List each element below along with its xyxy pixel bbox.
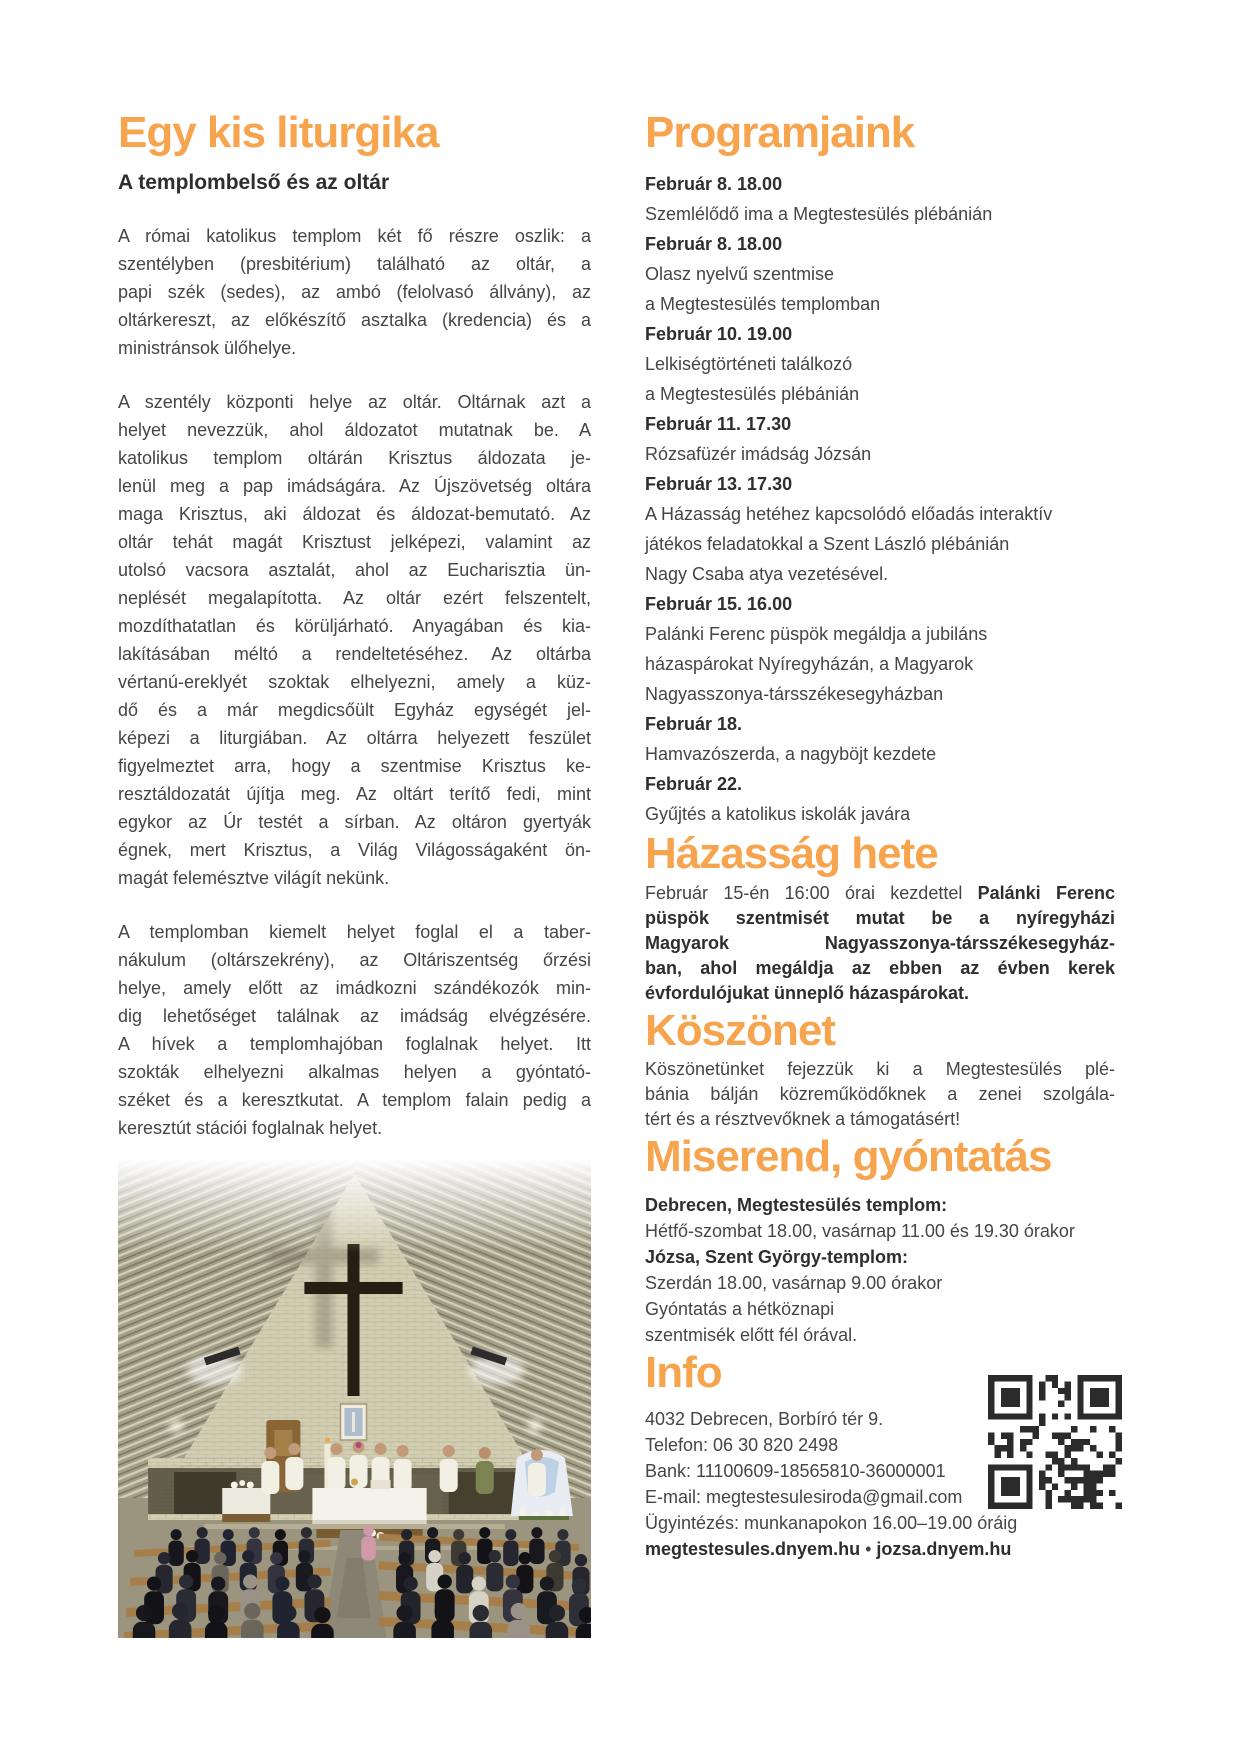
text-line: szentmisék előtt fél órával. — [645, 1325, 858, 1345]
text-line: Olasz nyelvű szentmise — [645, 264, 835, 284]
text-line: oltárkereszt, az előkészítő asztalka (kredencia) és a — [118, 310, 591, 330]
text-line: Rózsafüzér imádság Józsán — [645, 444, 872, 464]
text-line: Február 10. 19.00 — [645, 324, 793, 344]
text-line: Debrecen, Megtestesülés templom: — [645, 1195, 948, 1215]
text-line: egykor az Úr testét a sírban. Az oltáron gyertyák — [118, 812, 591, 832]
text-line: Február 8. 18.00 — [645, 174, 783, 194]
text-line: A szentély központi helye az oltár. Oltárnak azt a — [118, 392, 591, 412]
program-list — [645, 169, 1115, 829]
text-line: Józsa, Szent György-templom: — [645, 1247, 909, 1267]
text-line: neplését megalapította. Az oltár ezért felszentelt, — [118, 588, 591, 608]
text-line: dig lehetőséget találnak az imádság elvégzésére. — [118, 1006, 591, 1026]
text-line: A Házasság hetéhez kapcsolódó előadás interaktív — [645, 504, 1053, 524]
text-line: széket és a keresztkutat. A templom falain pedig a — [118, 1090, 591, 1110]
text-line: dő és a már megdicsőült Egyház egységét jel- — [118, 700, 591, 720]
text-line: E-mail: megtestesulesiroda@gmail.com — [645, 1487, 963, 1507]
article-subtitle: A templombelső és az oltár — [118, 171, 390, 194]
text-line: Február 15. 16.00 — [645, 594, 793, 614]
article-paragraph — [118, 918, 591, 1142]
text-line: megtestesules.dnyem.hu • jozsa.dnyem.hu — [645, 1539, 1012, 1559]
text-line: Február 15-én 16:00 órai kezdettel Palánki Ferenc — [645, 883, 1115, 903]
section-heading-hazassag-hete: Házasság hete — [645, 829, 938, 878]
text-line: Február 13. 17.30 — [645, 474, 793, 494]
text-line: magát felemésztve világít nekünk. — [118, 868, 390, 888]
text-line: 4032 Debrecen, Borbíró tér 9. — [645, 1409, 884, 1429]
text-line: tért és a résztvevőknek a támogatásért! — [645, 1109, 961, 1129]
text-line: figyelmeztet arra, hogy a szentmise Krisztus ke- — [118, 756, 591, 776]
sacred-image — [340, 1404, 366, 1440]
koszonet-paragraph — [645, 1057, 1115, 1132]
right-column — [645, 108, 1115, 1562]
qr-code — [988, 1375, 1122, 1509]
text-line: Február 11. 17.30 — [645, 414, 792, 434]
text-line: Lelkiségtörténeti találkozó — [645, 354, 853, 374]
text-line: papi szék (sedes), az ambó (felolvasó állvány), az — [118, 282, 591, 302]
text-line: Palánki Ferenc püspök megáldja a jubiláns — [645, 624, 988, 644]
text-line: A templomban kiemelt helyet foglal el a taber- — [118, 922, 591, 942]
church-interior-photo — [118, 1158, 591, 1638]
text-line: a Megtestesülés plébánián — [645, 384, 860, 404]
text-line: Hamvazószerda, a nagyböjt kezdete — [645, 744, 937, 764]
text-line: vértanú-ereklyét szoktak elhelyezni, amely a küz- — [118, 672, 591, 692]
section-heading-koszonet: Köszönet — [645, 1006, 835, 1055]
text-line: resztáldozatát újítja meg. Az oltárt terítő fedi, mint — [118, 784, 591, 804]
text-line: helye, amely előtt az imádkozni szándékozók min- — [118, 978, 591, 998]
text-line: Magyarok Nagyasszonya-társszékesegyház- — [645, 933, 1115, 953]
text-line: Szemlélődő ima a Megtestesülés plébánián — [645, 204, 993, 224]
text-line: ministránsok ülőhelye. — [118, 338, 297, 358]
text-line: Hétfő-szombat 18.00, vasárnap 11.00 és 19.30 órakor — [645, 1221, 1075, 1241]
text-line: a Megtestesülés templomban — [645, 294, 881, 314]
section-heading-programjaink: Programjaink — [645, 108, 915, 157]
text-line: Köszönetünket fejezzük ki a Megtestesülés plé- — [645, 1059, 1115, 1079]
text-line: Gyűjtés a katolikus iskolák javára — [645, 804, 911, 824]
text-line: házaspárokat Nyíregyházán, a Magyarok — [645, 654, 974, 674]
text-line: szentélyben (presbitérium) található az oltár, a — [118, 254, 591, 274]
text-line: Nagy Csaba atya vezetésével. — [645, 564, 889, 584]
sanctuary-step — [204, 1524, 505, 1529]
text-line: ban, ahol megáldja az ebben az évben kerek — [645, 958, 1115, 978]
text-line: Február 8. 18.00 — [645, 234, 783, 254]
text-line: katolikus templom oltárán Krisztus áldozata je- — [118, 448, 591, 468]
text-line: bánia bálján közreműködőknek a zenei szolgála- — [645, 1084, 1115, 1104]
text-line: Gyóntatás a hétköznapi — [645, 1299, 835, 1319]
church-photo-illustration — [118, 1158, 591, 1638]
article-paragraph — [118, 388, 591, 892]
section-heading-liturgika: Egy kis liturgika — [118, 108, 439, 157]
left-column — [118, 108, 591, 1638]
text-line: mozdíthatatlan és körüljárható. Anyagában és kia- — [118, 616, 591, 636]
text-line: utolsó vacsora asztalát, ahol az Eucharisztia ün- — [118, 560, 591, 580]
photo-top-fade — [118, 1158, 591, 1253]
text-line: égnek, mert Krisztus, a Világ Világosságaként ön- — [118, 840, 591, 860]
text-line: szokták elhelyezni alkalmas helyen a gyóntató- — [118, 1062, 591, 1082]
text-line: évfordulójukat ünneplő házaspárokat. — [645, 983, 970, 1003]
text-line: lenül meg a pap imádságára. Az Újszövetség oltára — [118, 476, 591, 496]
text-line: A hívek a templomhajóban foglalnak helyet. Itt — [118, 1034, 591, 1054]
miserend-list — [645, 1192, 1115, 1348]
hazassag-paragraph — [645, 881, 1115, 1006]
text-line: A római katolikus templom két fő részre oszlik: a — [118, 226, 591, 246]
text-line: oltár tehát magát Krisztust jelképezi, valamint az — [118, 532, 591, 552]
text-line: Február 22. — [645, 774, 743, 794]
text-line: keresztút stációi foglalnak helyet. — [118, 1118, 383, 1138]
text-line: játékos feladatokkal a Szent László plébánián — [645, 534, 1010, 554]
text-line: maga Krisztus, aki áldozat és áldozat-bemutató. Az — [118, 504, 591, 524]
section-heading-miserend: Miserend, gyóntatás — [645, 1132, 1052, 1181]
text-line: Nagyasszonya-társszékesegyházban — [645, 684, 944, 704]
text-line: Bank: 11100609-18565810-36000001 — [645, 1461, 946, 1481]
text-line: püspök szentmisét mutat be a nyíregyházi — [645, 908, 1115, 928]
text-line: nákulum (oltárszekrény), az Oltáriszentség őrzési — [118, 950, 591, 970]
article-paragraph — [118, 222, 591, 362]
text-line: lakításában méltó a rendeltetéséhez. Az oltárba — [118, 644, 591, 664]
text-line: Telefon: 06 30 820 2498 — [645, 1435, 839, 1455]
text-line: képezi a liturgiában. Az oltárra helyezett feszület — [118, 728, 591, 748]
text-line: Szerdán 18.00, vasárnap 9.00 órakor — [645, 1273, 943, 1293]
text-line: helyet nevezzük, ahol áldozatot mutatnak be. A — [118, 420, 591, 440]
section-heading-info: Info — [645, 1348, 722, 1397]
text-line: Ügyintézés: munkanapokon 16.00–19.00 óráig — [645, 1513, 1018, 1533]
text-line: Február 18. — [645, 714, 743, 734]
